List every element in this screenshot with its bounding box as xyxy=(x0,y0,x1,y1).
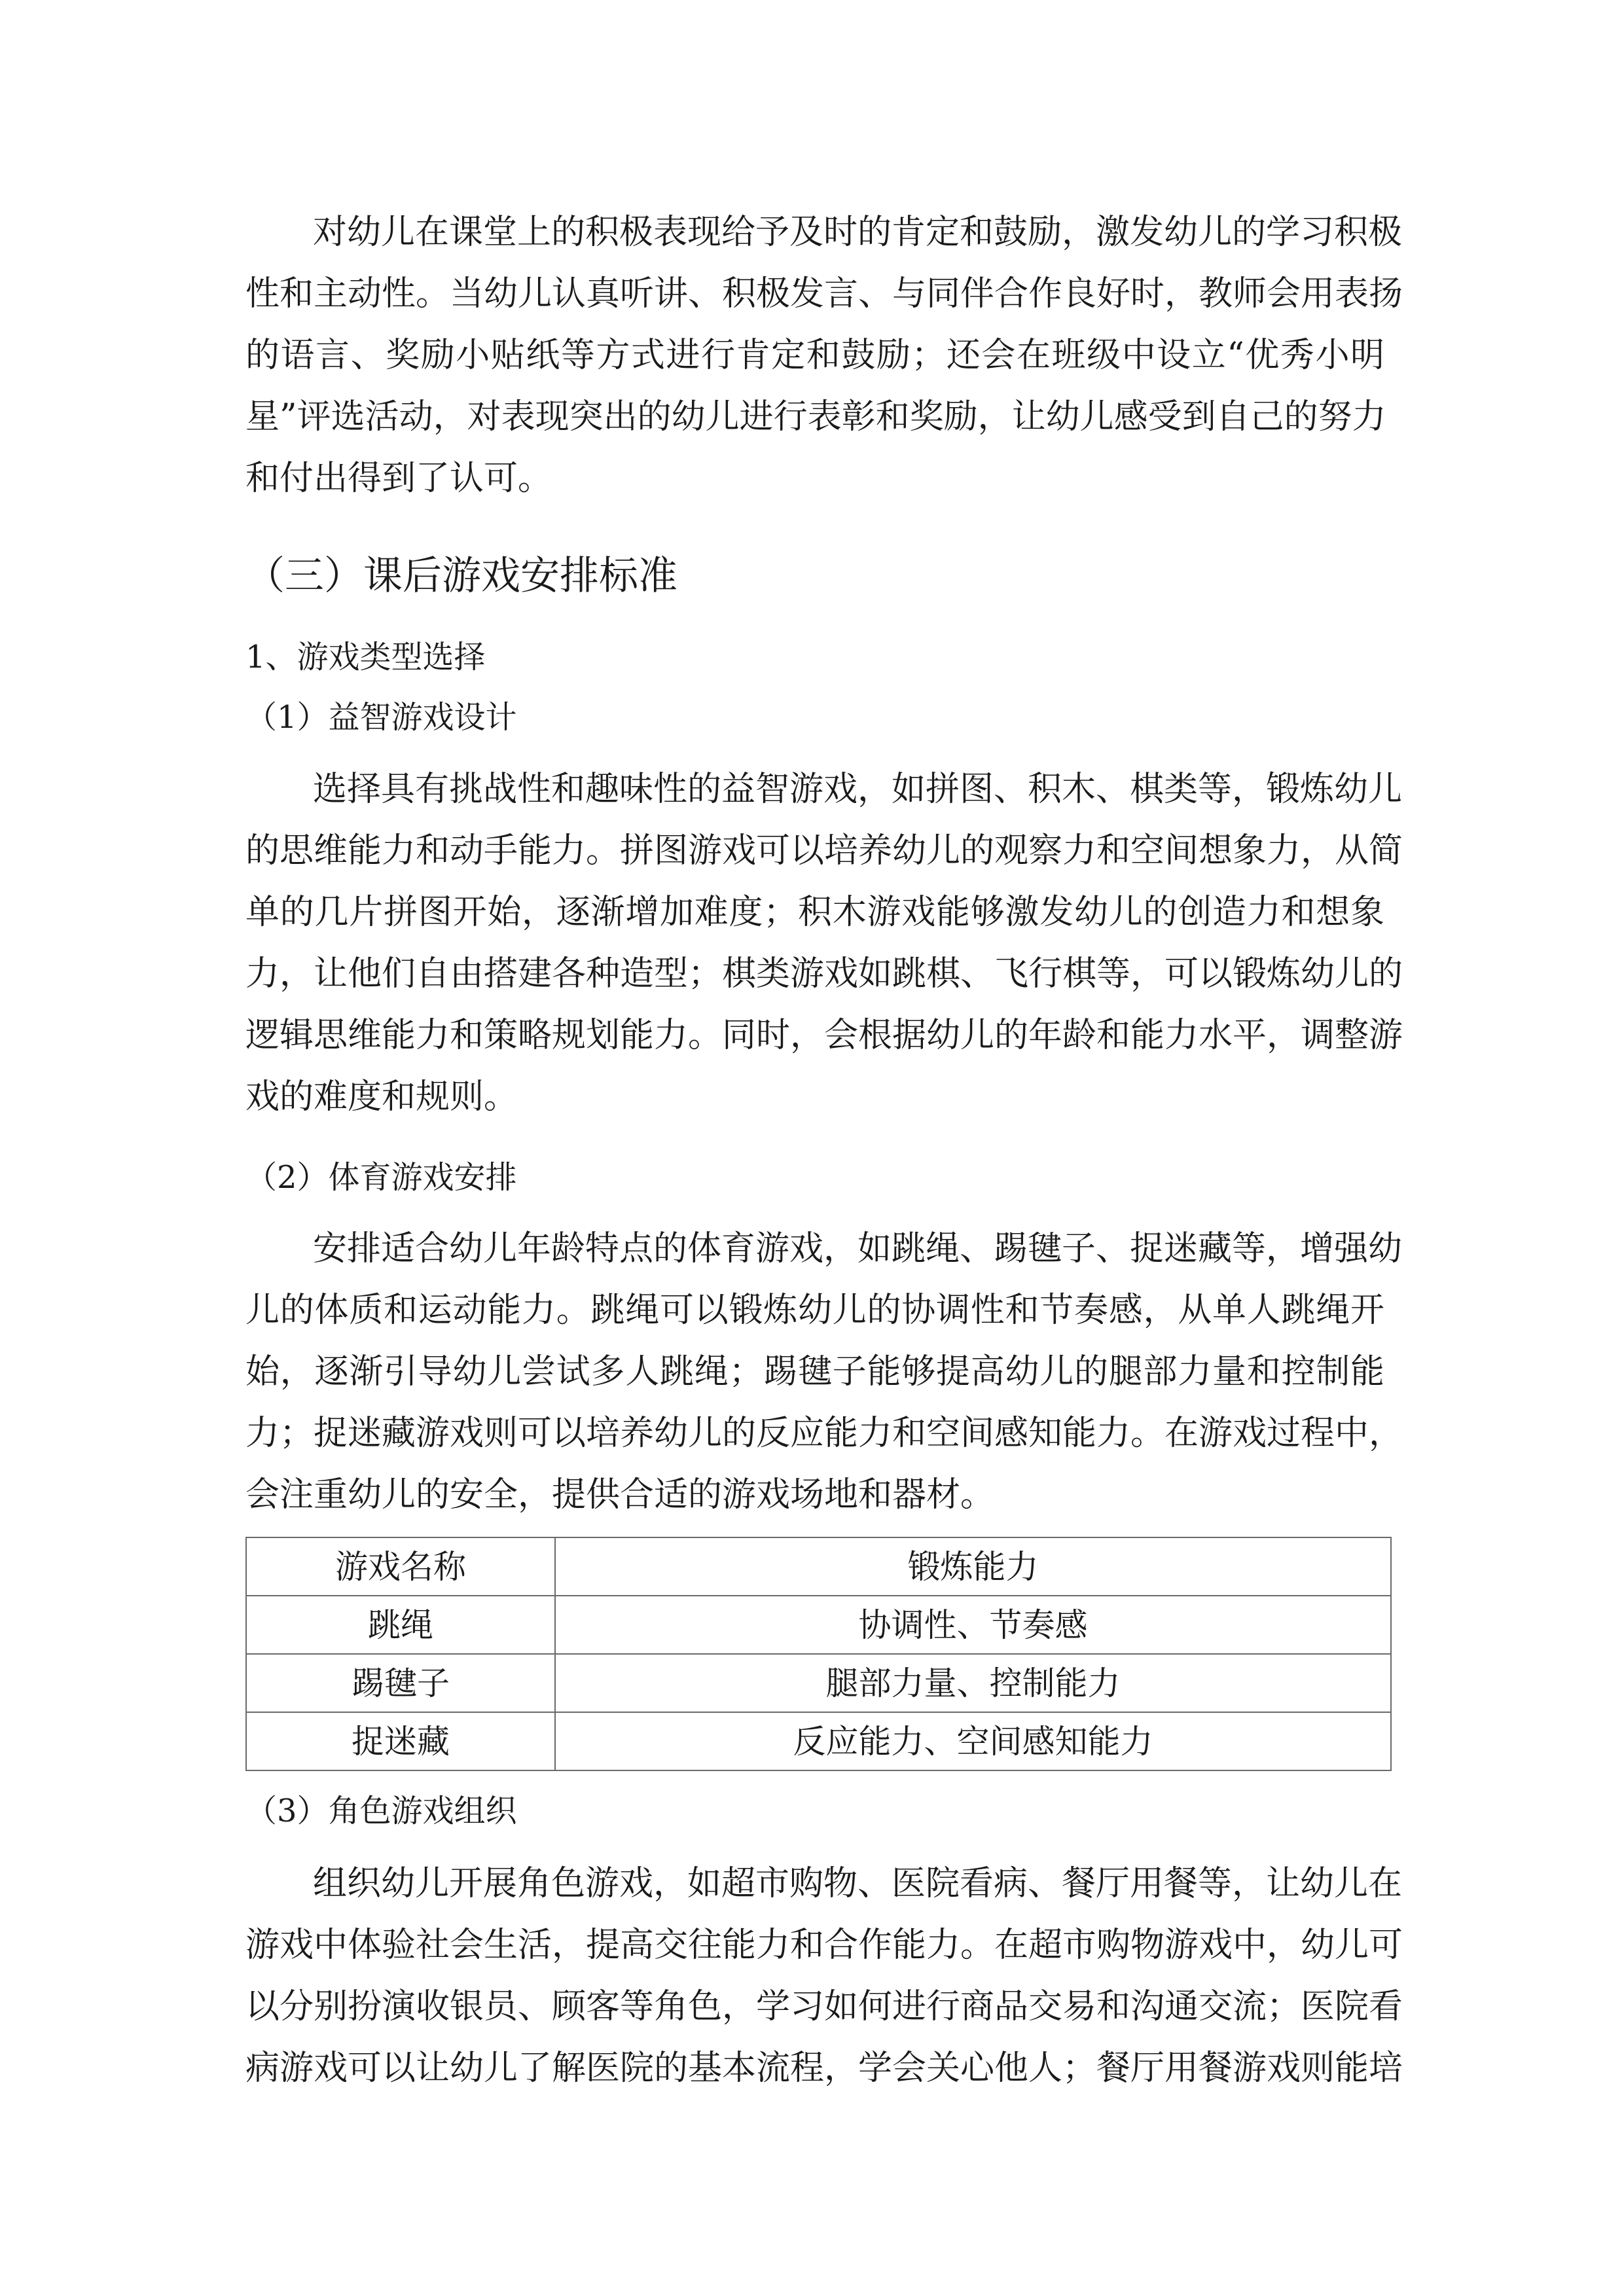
paragraph-line: 安排适合幼儿年龄特点的体育游戏，如跳绳、踢毽子、捉迷藏等，增强幼 xyxy=(313,1229,1403,1268)
item-title: （3）角色游戏组织 xyxy=(245,1793,517,1829)
paragraph-line: 以分别扮演收银员、顾客等角色，学习如何进行商品交易和沟通交流；医院看 xyxy=(245,1987,1403,2026)
table-row xyxy=(246,1654,1391,1712)
table-header-row xyxy=(246,1537,1391,1596)
paragraph-line: 儿的体质和运动能力。跳绳可以锻炼幼儿的协调性和节奏感，从单人跳绳开 xyxy=(245,1291,1384,1330)
table-cell: 腿部力量、控制能力 xyxy=(555,1654,1391,1712)
paragraph-line: 和付出得到了认可。 xyxy=(245,459,552,498)
paragraph-line: 的思维能力和动手能力。拼图游戏可以培养幼儿的观察力和空间想象力，从简 xyxy=(245,831,1403,870)
paragraph-line: 星”评选活动，对表现突出的幼儿进行表彰和奖励，让幼儿感受到自己的努力 xyxy=(245,397,1386,437)
paragraph-line: 对幼儿在课堂上的积极表现给予及时的肯定和鼓励，激发幼儿的学习积极 xyxy=(313,213,1403,252)
paragraph-line: 病游戏可以让幼儿了解医院的基本流程，学会关心他人；餐厅用餐游戏则能培 xyxy=(245,2049,1403,2088)
section-heading: （三）课后游戏安排标准 xyxy=(245,553,677,599)
paragraph-line: 性和主动性。当幼儿认真听讲、积极发言、与同伴合作良好时，教师会用表扬 xyxy=(245,274,1403,314)
paragraph-line: 力，让他们自由搭建各种造型；棋类游戏如跳棋、飞行棋等，可以锻炼幼儿的 xyxy=(245,954,1403,994)
table-cell: 跳绳 xyxy=(246,1596,555,1654)
table-cell: 捉迷藏 xyxy=(246,1712,555,1770)
subsection-heading: 1、游戏类型选择 xyxy=(245,639,486,675)
paragraph-line: 始，逐渐引导幼儿尝试多人跳绳；踢毽子能够提高幼儿的腿部力量和控制能 xyxy=(245,1352,1384,1391)
paragraph-line: 逻辑思维能力和策略规划能力。同时，会根据幼儿的年龄和能力水平，调整游 xyxy=(245,1016,1403,1055)
paragraph-line: 游戏中体验社会生活，提高交往能力和合作能力。在超市购物游戏中，幼儿可 xyxy=(245,1926,1403,1965)
table-row xyxy=(246,1596,1391,1654)
paragraph-line: 的语言、奖励小贴纸等方式进行肯定和鼓励；还会在班级中设立“优秀小明 xyxy=(245,336,1384,375)
paragraph-line: 选择具有挑战性和趣味性的益智游戏，如拼图、积木、棋类等，锻炼幼儿 xyxy=(313,770,1403,809)
paragraph-line: 戏的难度和规则。 xyxy=(245,1077,518,1117)
table-cell: 协调性、节奏感 xyxy=(555,1596,1391,1654)
paragraph-line: 会注重幼儿的安全，提供合适的游戏场地和器材。 xyxy=(245,1475,995,1515)
table-header-cell: 锻炼能力 xyxy=(555,1537,1391,1596)
paragraph-line: 单的几片拼图开始，逐渐增加难度；积木游戏能够激发幼儿的创造力和想象 xyxy=(245,893,1384,932)
table-header-cell: 游戏名称 xyxy=(246,1537,555,1596)
table-cell: 反应能力、空间感知能力 xyxy=(555,1712,1391,1770)
games-table xyxy=(245,1537,1392,1771)
paragraph-line: 组织幼儿开展角色游戏，如超市购物、医院看病、餐厅用餐等，让幼儿在 xyxy=(313,1864,1403,1903)
item-title: （1）益智游戏设计 xyxy=(245,699,517,736)
table-row xyxy=(246,1712,1391,1770)
paragraph-line: 力；捉迷藏游戏则可以培养幼儿的反应能力和空间感知能力。在游戏过程中， xyxy=(245,1414,1403,1453)
table-cell: 踢毽子 xyxy=(246,1654,555,1712)
item-title: （2）体育游戏安排 xyxy=(245,1159,517,1196)
